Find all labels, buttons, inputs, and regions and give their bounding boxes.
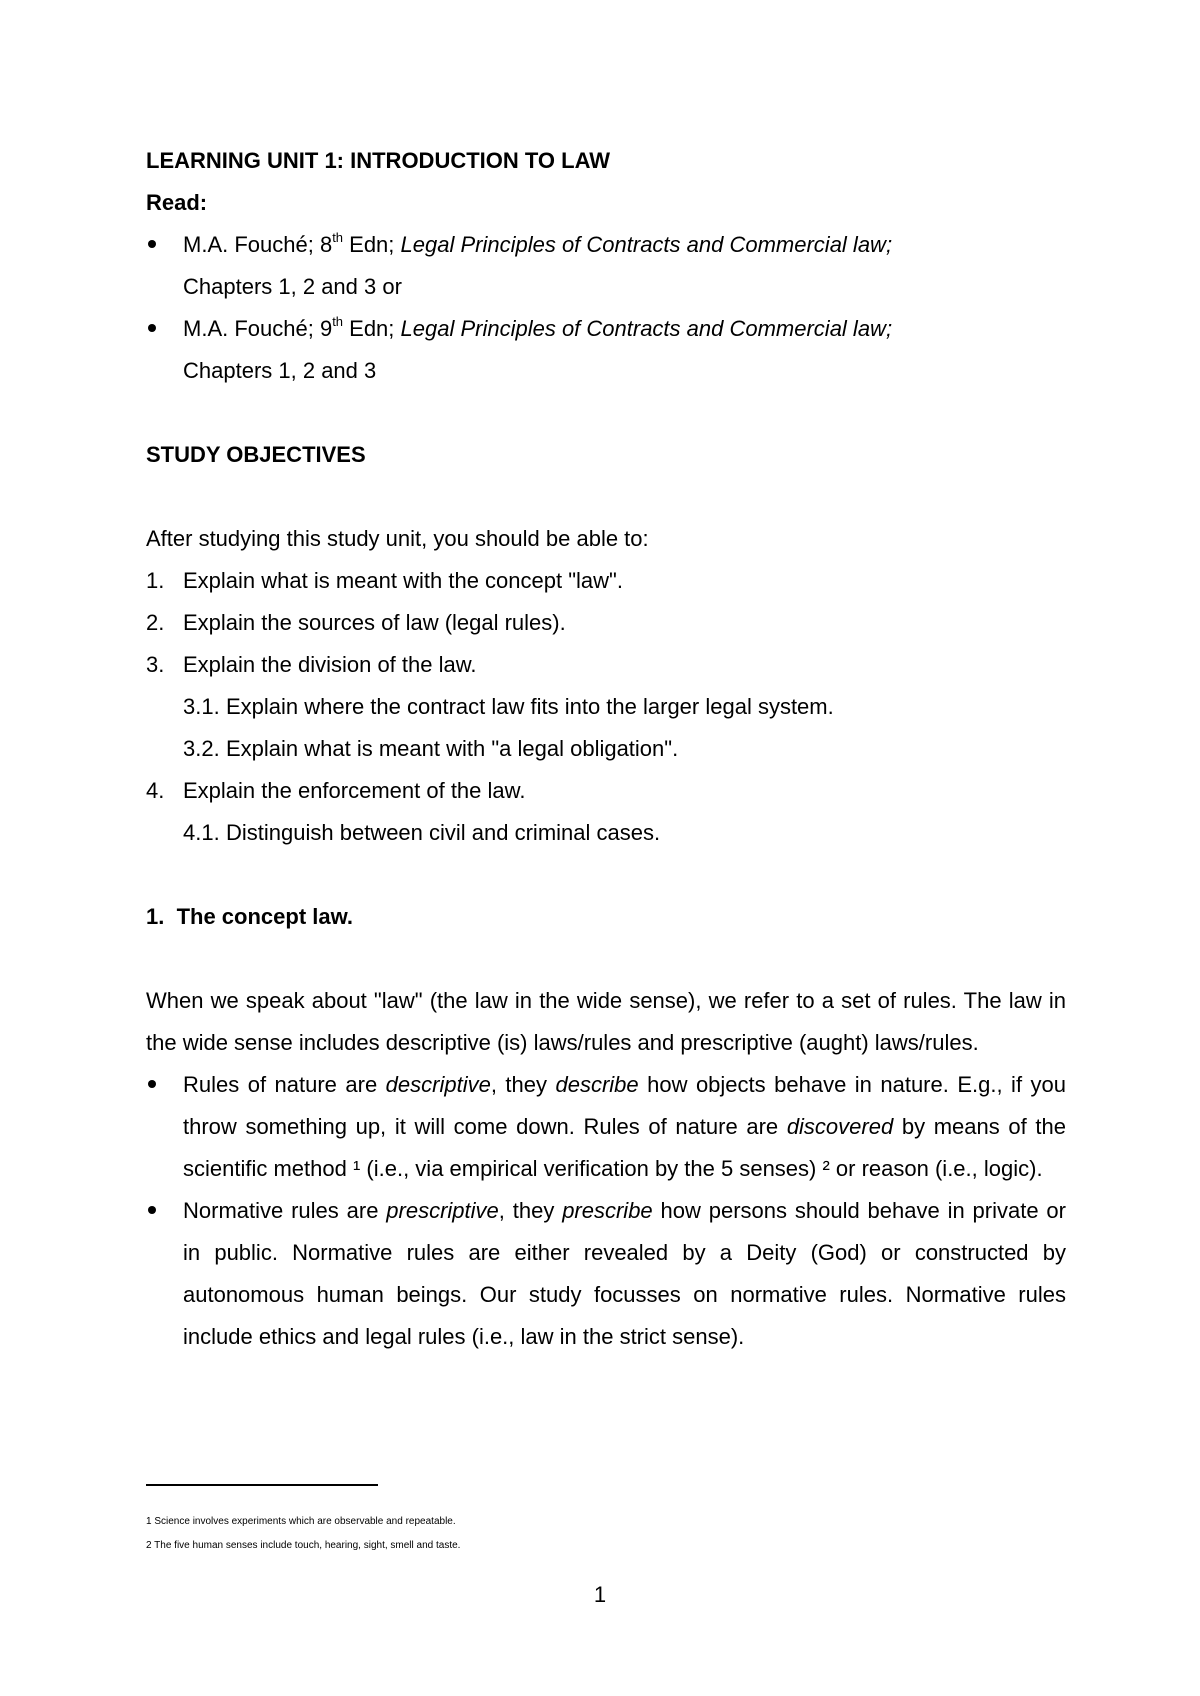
objective-subnumber: 3.2. — [183, 736, 220, 761]
emphasis: descriptive — [385, 1072, 491, 1097]
objective-text: Explain the sources of law (legal rules). — [183, 610, 566, 635]
objective-text: Explain the enforcement of the law. — [183, 778, 526, 803]
objective-item — [146, 602, 1066, 644]
bullet-icon — [146, 224, 176, 266]
text-run: how persons should behave in private or in public. Normative rules are either revealed by a Deity (God) or constructed by autonomous human beings. Our study focusses on normative rules. Normative rules include ethics and legal rules (i.e., law in the strict sense). — [183, 1198, 1066, 1349]
text-run: , they — [490, 1072, 556, 1097]
objective-subtext: Distinguish between civil and criminal cases. — [226, 820, 661, 845]
footnote: 2 The five human senses include touch, hearing, sight, smell and taste. — [146, 1540, 461, 1551]
objective-text: Explain what is meant with the concept "law". — [183, 568, 623, 593]
objectives-intro: After studying this study unit, you should be able to: — [146, 526, 649, 551]
spacer — [146, 476, 1066, 518]
text-run: or reason (i.e., logic). — [829, 1156, 1043, 1181]
edition-ordinal: th — [332, 313, 344, 329]
text-run: Rules of nature are — [183, 1072, 386, 1097]
spacer — [146, 938, 1066, 980]
reading-item — [146, 224, 1066, 308]
read-label: Read: — [146, 190, 208, 215]
bullet-icon — [146, 1064, 176, 1106]
objective-text: Explain the division of the law. — [183, 652, 477, 677]
objective-subitem — [146, 686, 1066, 728]
emphasis: prescriptive — [386, 1198, 499, 1223]
objective-number: 4. — [146, 778, 165, 803]
normative-rules-bullet — [146, 1190, 1066, 1358]
bullet-icon — [146, 308, 176, 350]
emphasis: describe — [555, 1072, 639, 1097]
text-run: Normative rules are — [183, 1198, 387, 1223]
spacer — [146, 392, 1066, 434]
objective-subnumber: 3.1. — [183, 694, 220, 719]
document-title: LEARNING UNIT 1: INTRODUCTION TO LAW — [146, 148, 611, 173]
objective-subitem — [146, 812, 1066, 854]
reading-author: M.A. Fouché; 8 — [183, 232, 333, 257]
objective-subtext: Explain where the contract law fits into the larger legal system. — [226, 694, 834, 719]
edition-suffix: Edn; — [343, 232, 401, 257]
objective-item — [146, 560, 1066, 602]
reading-item — [146, 308, 1066, 392]
objective-number: 3. — [146, 652, 165, 677]
objective-subnumber: 4.1. — [183, 820, 220, 845]
edition-ordinal: th — [332, 229, 344, 245]
emphasis: prescribe — [562, 1198, 653, 1223]
objective-subtext: Explain what is meant with "a legal obligation". — [226, 736, 679, 761]
section-heading: 1. The concept law. — [146, 904, 354, 929]
nature-rules-bullet — [146, 1064, 1066, 1190]
objective-number: 2. — [146, 610, 165, 635]
footnote-divider — [146, 1484, 378, 1486]
text-run: by means of the scientific method — [183, 1114, 1066, 1181]
objectives-heading: STUDY OBJECTIVES — [146, 442, 366, 467]
book-title: Legal Principles of Contracts and Commercial law; — [400, 232, 893, 257]
text-run: (i.e., via empirical verification by the 5 senses) — [360, 1156, 823, 1181]
footnote: 1 Science involves experiments which are observable and repeatable. — [146, 1516, 456, 1527]
objective-item — [146, 770, 1066, 812]
page-content — [146, 140, 1066, 1358]
bullet-icon — [146, 1190, 176, 1232]
footnotes — [146, 1510, 1066, 1558]
reading-chapters: Chapters 1, 2 and 3 — [183, 358, 377, 383]
reading-chapters: Chapters 1, 2 and 3 or — [183, 274, 402, 299]
objective-subitem — [146, 728, 1066, 770]
footnote-ref: ² — [822, 1156, 830, 1181]
page-number: 1 — [593, 1582, 607, 1607]
emphasis: discovered — [786, 1114, 894, 1139]
edition-suffix: Edn; — [343, 316, 401, 341]
book-title: Legal Principles of Contracts and Commercial law; — [400, 316, 893, 341]
spacer — [146, 854, 1066, 896]
objective-number: 1. — [146, 568, 165, 593]
reading-author: M.A. Fouché; 9 — [183, 316, 333, 341]
text-run: , they — [498, 1198, 563, 1223]
objective-item — [146, 644, 1066, 686]
footnote-ref: ¹ — [352, 1156, 361, 1181]
text-run: how objects behave in nature. E.g., if you throw something up, it will come down. Rules of nature are — [183, 1072, 1066, 1139]
section-paragraph: When we speak about "law" (the law in the wide sense), we refer to a set of rules. The law in the wide sense includes descriptive (is) laws/rules and prescriptive (aught) laws/rules. — [146, 988, 1066, 1055]
